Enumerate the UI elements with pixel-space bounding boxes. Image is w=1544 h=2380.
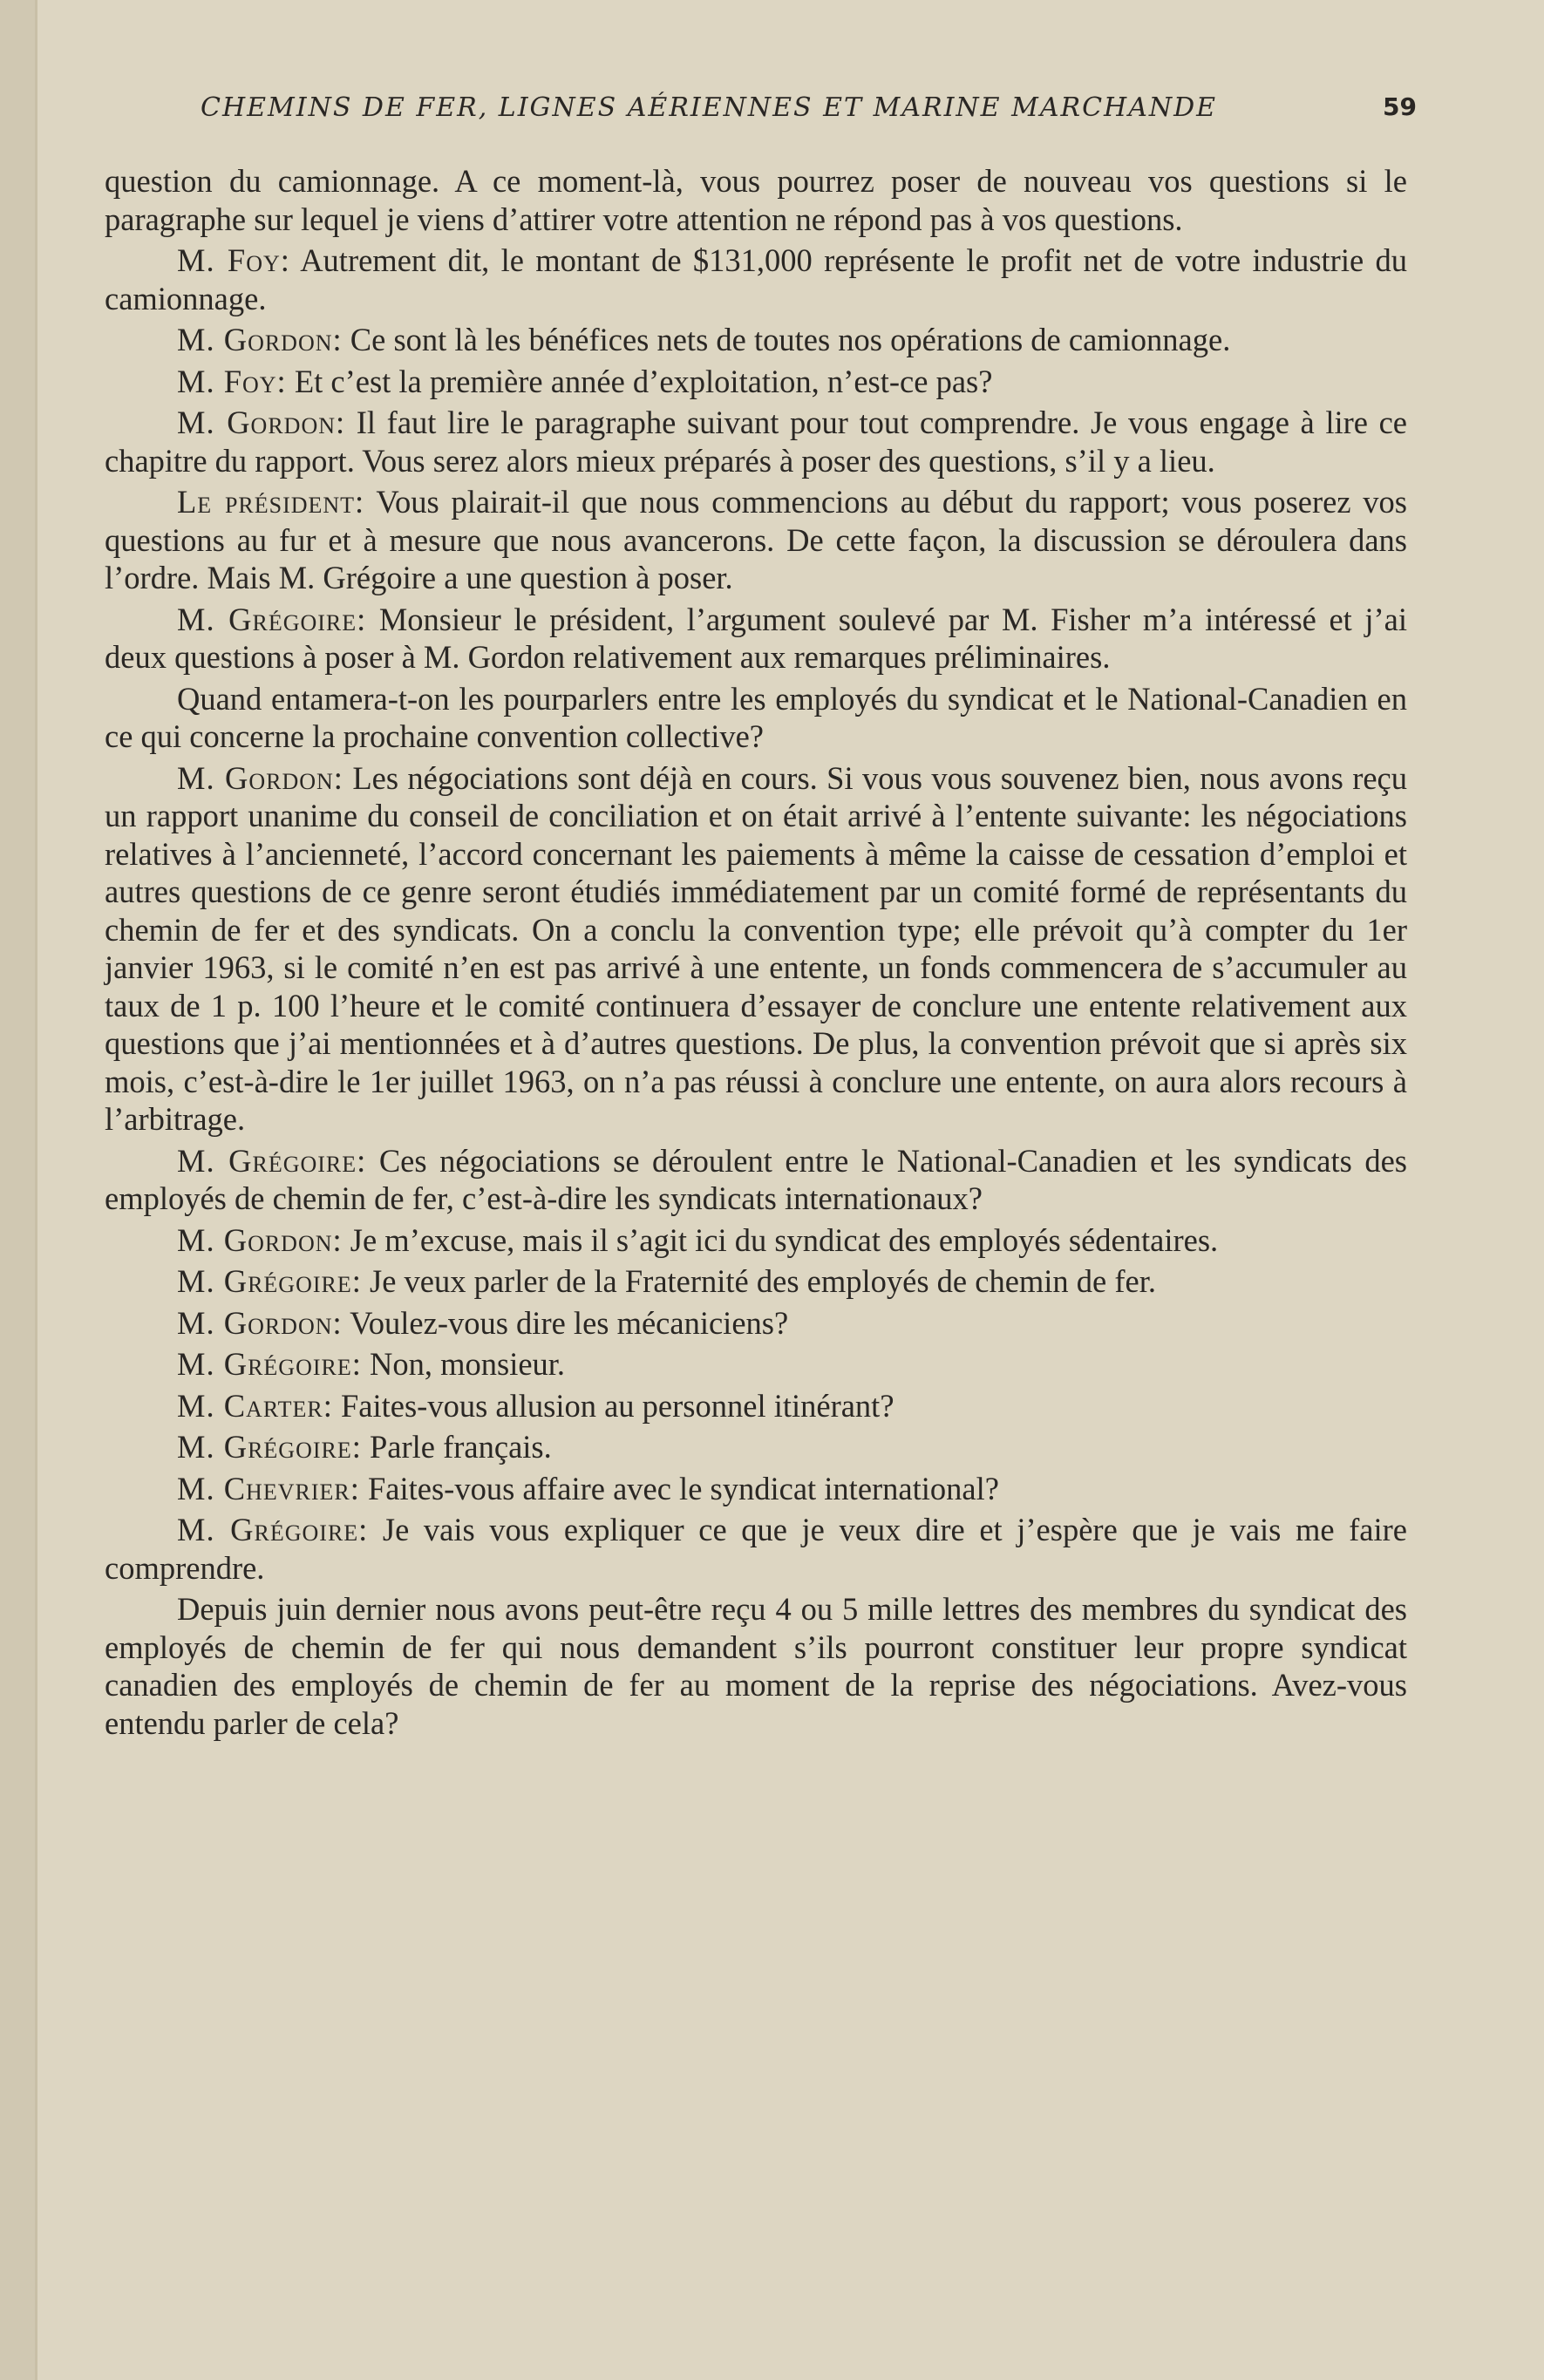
- paragraph-text: Parle français.: [361, 1429, 552, 1465]
- running-head: CHEMINS DE FER, LIGNES AÉRIENNES ET MARINE MARCHANDE: [201, 92, 1218, 123]
- speaker-label: M. Foy:: [177, 242, 290, 278]
- paragraph: [105, 1304, 1407, 1343]
- speaker-label: M. Gordon:: [177, 405, 346, 440]
- paragraph: [105, 680, 1407, 756]
- paragraph-text: Quand entamera-t-on les pourparlers entre les employés du syndicat et le National-Canadien en ce qui concerne la prochaine convention collective?: [105, 680, 1407, 754]
- paragraph: [105, 483, 1407, 597]
- binding-gutter: [0, 0, 37, 2380]
- speaker-label: M. Grégoire:: [177, 1512, 369, 1547]
- paragraph-text: Il faut lire le paragraphe suivant pour tout comprendre. Je vous engage à lire ce chapitre du rapport. Vous serez alors mieux préparés à poser des questions, s’il y a lieu.: [105, 405, 1407, 479]
- page-number: 59: [1383, 92, 1417, 121]
- paragraph-text: Je m’excuse, mais il s’agit ici du syndicat des employés sédentaires.: [342, 1221, 1219, 1258]
- paragraph: [105, 1262, 1407, 1301]
- paragraph: [105, 1428, 1407, 1466]
- paragraph: [105, 1221, 1407, 1260]
- speaker-label: M. Grégoire:: [177, 1429, 362, 1465]
- paragraph-text: question du camionnage. A ce moment-là, vous pourrez poser de nouveau vos questions si le paragraphe sur lequel je viens d’attirer votre attention ne répond pas à vos questions.: [105, 163, 1407, 237]
- paragraph: [105, 404, 1407, 479]
- speaker-label: M. Gordon:: [177, 322, 343, 357]
- paragraph-text: Ce sont là les bénéfices nets de toutes nos opérations de camionnage.: [342, 322, 1231, 357]
- paragraph: [105, 1387, 1407, 1425]
- paragraph-text: Autrement dit, le montant de $131,000 représente le profit net de votre industrie du camionnage.: [105, 242, 1407, 316]
- paragraph: [105, 1142, 1407, 1218]
- paragraph: [105, 241, 1407, 317]
- speaker-label: M. Gordon:: [177, 759, 343, 796]
- paragraph-text: Faites-vous allusion au personnel itinérant?: [332, 1387, 894, 1424]
- paragraph: [105, 1511, 1407, 1587]
- paragraph-text: Monsieur le président, l’argument soulevé par M. Fisher m’a intéressé et j’ai deux questions à poser à M. Gordon relativement aux remarques préliminaires.: [105, 601, 1407, 675]
- page-header: [201, 92, 1417, 134]
- speaker-label: M. Grégoire:: [177, 1346, 362, 1382]
- page-body: [105, 162, 1407, 1745]
- paragraph-text: Vous plairait-il que nous commencions au début du rapport; vous poserez vos questions au fur et à mesure que nous avancerons. De cette façon, la discussion se déroulera dans l’ordre. Mais M. Grégoire a une question à poser.: [105, 484, 1408, 595]
- speaker-label: M. Carter:: [177, 1387, 333, 1424]
- speaker-label: M. Gordon:: [177, 1304, 343, 1341]
- paragraph-text: Ces négociations se déroulent entre le National-Canadien et les syndicats des employés de chemin de fer, c’est-à-dire les syndicats internationaux?: [105, 1142, 1407, 1216]
- speaker-label: M. Grégoire:: [177, 1263, 362, 1299]
- paragraph-text: Faites-vous affaire avec le syndicat international?: [359, 1470, 999, 1506]
- paragraph-text: Je vais vous expliquer ce que je veux dire et j’espère que je vais me faire comprendre.: [105, 1512, 1407, 1586]
- paragraph-text: Les négociations sont déjà en cours. Si vous vous souvenez bien, nous avons reçu un rapport unanime du conseil de conciliation et on était arrivé à l’entente suivante: les négociations relatives à l’ancienneté, l’accord concernant les paiements à même la caisse de cessation d’emploi et autres questions de ce genre seront étudiés immédiatement par un comité formé de représentants du chemin de fer et des syndicats. On a conclu la convention type; elle prévoit qu’à compter du 1er janvier 1963, si le comité n’en est pas arrivé à une entente, un fonds commencera de s’accumuler au taux de 1 p. 100 l’heure et le comité continuera d’essayer de conclure une entente relativement aux questions que j’ai mentionnées et à d’autres questions. De plus, la convention prévoit que si après six mois, c’est-à-dire le 1er juillet 1963, on n’a pas réussi à conclure une entente, on aura alors recours à l’arbitrage.: [105, 759, 1407, 1137]
- speaker-label: Le président:: [177, 484, 365, 520]
- speaker-label: M. Grégoire:: [177, 601, 367, 637]
- paragraph-text: Non, monsieur.: [361, 1346, 566, 1382]
- paragraph-text: Voulez-vous dire les mécaniciens?: [342, 1304, 789, 1341]
- paragraph-text: Et c’est la première année d’exploitation, n’est-ce pas?: [286, 363, 993, 399]
- paragraph: [105, 1470, 1407, 1508]
- paragraph-text: Depuis juin dernier nous avons peut-être reçu 4 ou 5 mille lettres des membres du syndicat des employés de chemin de fer qui nous demandent s’ils pourront constituer leur propre syndicat canadien des employés de chemin de fer au moment de la reprise des négociations. Avez-vous entendu parler de cela?: [105, 1591, 1407, 1741]
- paragraph: [105, 321, 1407, 359]
- paragraph: [105, 162, 1407, 238]
- paragraph-text: Je veux parler de la Fraternité des employés de chemin de fer.: [361, 1263, 1157, 1299]
- speaker-label: M. Foy:: [177, 363, 287, 399]
- paragraph: [105, 363, 1407, 401]
- speaker-label: M. Gordon:: [177, 1221, 343, 1258]
- paragraph: [105, 759, 1407, 1139]
- paragraph: [105, 1590, 1407, 1742]
- paragraph: [105, 1345, 1407, 1384]
- paragraph: [105, 601, 1407, 677]
- speaker-label: M. Chevrier:: [177, 1470, 360, 1506]
- speaker-label: M. Grégoire:: [177, 1142, 367, 1179]
